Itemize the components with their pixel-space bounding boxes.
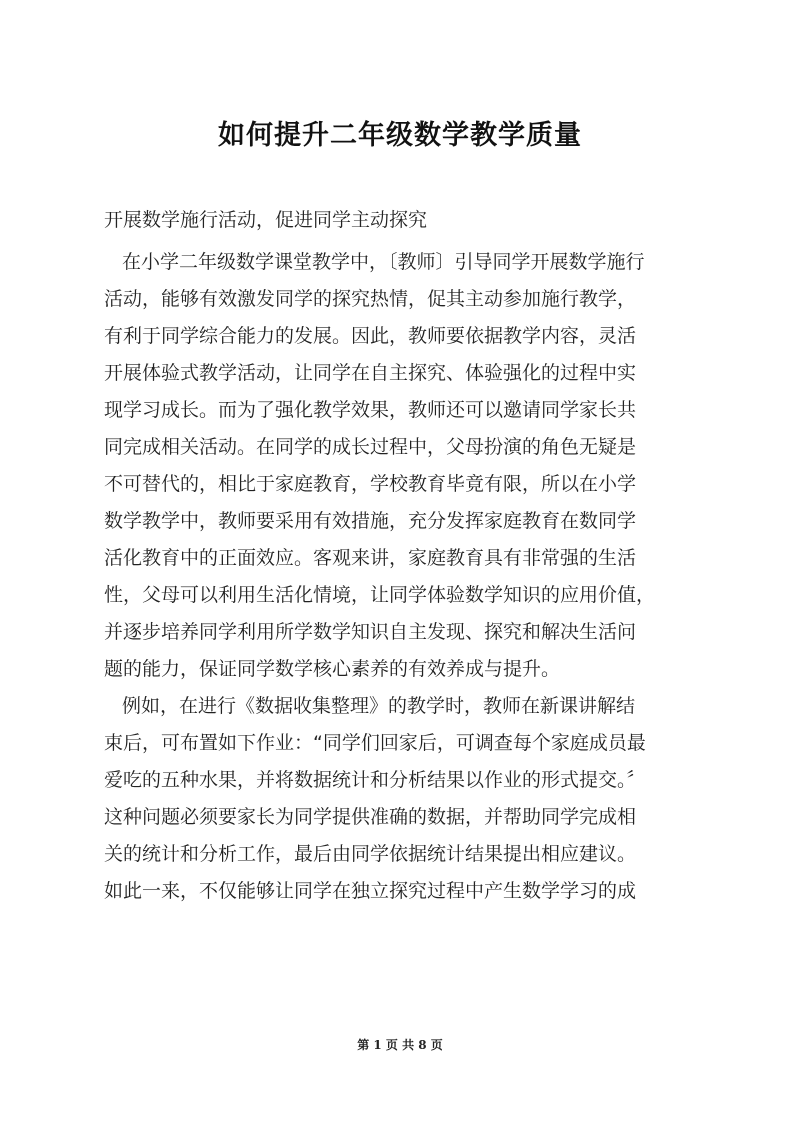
paragraph-line: 性，父母可以利用生活化情境，让同学体验数学知识的应用价值， — [104, 584, 656, 606]
paragraph-line: 有利于同学综合能力的发展。因此，教师要依据教学内容，灵活 — [104, 325, 637, 347]
page-footer: 第 1 页 共 8 页 — [357, 1038, 443, 1052]
paragraph-line: 束后，可布置如下作业：“同学们回家后，可调查每个家庭成员最 — [104, 732, 646, 754]
paragraph-line: 数学教学中，教师要采用有效措施，充分发挥家庭教育在数同学 — [104, 510, 637, 532]
paragraph-line: 例如，在进行《数据收集整理》的教学时，教师在新课讲解结 — [122, 695, 636, 717]
paragraph-line: 现学习成长。而为了强化教学效果，教师还可以邀请同学家长共 — [104, 399, 637, 421]
paragraph-line: 不可替代的，相比于家庭教育，学校教育毕竟有限，所以在小学 — [104, 473, 637, 495]
paragraph-line: 同完成相关活动。在同学的成长过程中，父母扮演的角色无疑是 — [104, 436, 637, 458]
paragraph-line: 并逐步培养同学利用所学数学知识自主发现、探究和解决生活问 — [104, 621, 637, 643]
paragraph-line: 在小学二年级数学课堂教学中，〔教师〕引导同学开展数学施行 — [122, 251, 645, 273]
paragraph-line: 题的能力，保证同学数学核心素养的有效养成与提升。 — [104, 658, 561, 680]
paragraph-line: 如此一来，不仅能够让同学在独立探究过程中产生数学学习的成 — [104, 880, 637, 902]
section-heading: 开展数学施行活动，促进同学主动探究 — [104, 209, 428, 231]
paragraph-line: 活化教育中的正面效应。客观来讲，家庭教育具有非常强的生活 — [104, 547, 637, 569]
paragraph-line: 开展体验式教学活动，让同学在自主探究、体验强化的过程中实 — [104, 362, 637, 384]
paragraph-line: 这种问题必须要家长为同学提供准确的数据，并帮助同学完成相 — [104, 806, 637, 828]
document-title: 如何提升二年级数学教学质量 — [218, 120, 582, 151]
paragraph-line: 关的统计和分析工作，最后由同学依据统计结果提出相应建议。 — [104, 843, 637, 865]
paragraph-line: 活动，能够有效激发同学的探究热情，促其主动参加施行教学， — [104, 288, 637, 310]
paragraph-line: 爱吃的五种水果，并将数据统计和分析结果以作业的形式提交。〞 — [104, 769, 646, 791]
